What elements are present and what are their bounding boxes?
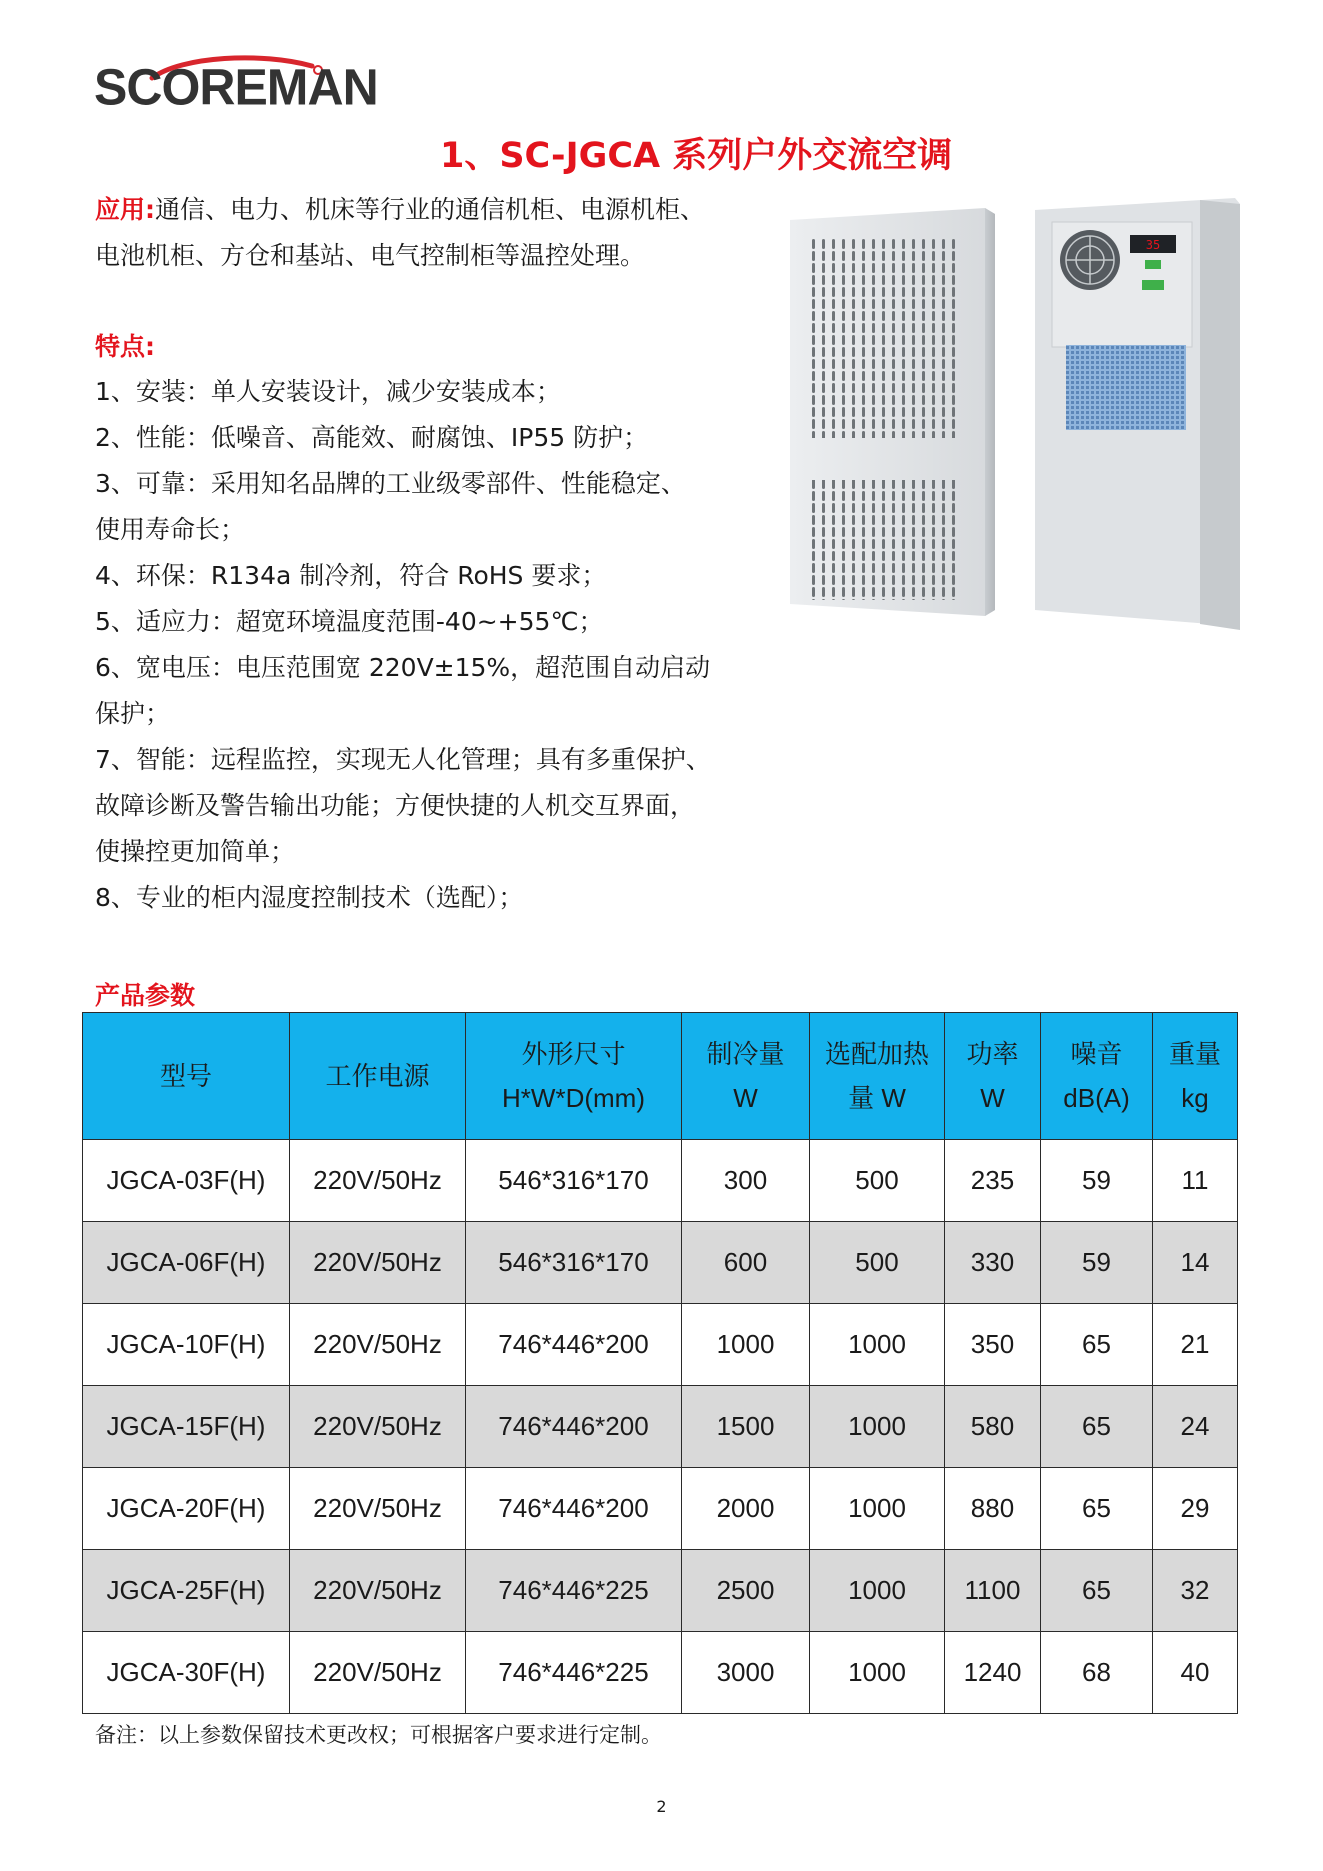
table-cell: JGCA-10F(H) <box>83 1304 290 1386</box>
controller-display: 35 <box>1145 238 1161 252</box>
table-cell: 350 <box>945 1304 1041 1386</box>
table-cell: 68 <box>1041 1632 1153 1714</box>
table-cell: 546*316*170 <box>466 1222 682 1304</box>
page-number: 2 <box>656 1797 667 1816</box>
feature-line: 5、适应力：超宽环境温度范围-40~+55℃； <box>95 607 604 636</box>
feature-line: 7、智能：远程监控，实现无人化管理；具有多重保护、 <box>95 745 711 774</box>
table-cell: JGCA-30F(H) <box>83 1632 290 1714</box>
application-line-1 <box>95 187 755 233</box>
table-cell: 1240 <box>945 1632 1041 1714</box>
features-heading: 特点: <box>95 332 155 361</box>
table-cell: 746*446*200 <box>466 1304 682 1386</box>
table-cell: 3000 <box>682 1632 810 1714</box>
table-cell: 546*316*170 <box>466 1140 682 1222</box>
table-cell: 1000 <box>810 1468 945 1550</box>
table-cell: 14 <box>1153 1222 1238 1304</box>
table-cell: 220V/50Hz <box>290 1550 466 1632</box>
col-header-power: 功率 W <box>945 1013 1041 1140</box>
table-cell: 746*446*225 <box>466 1632 682 1714</box>
params-table <box>82 1012 1238 1714</box>
table-cell: 32 <box>1153 1550 1238 1632</box>
table-cell: 220V/50Hz <box>290 1304 466 1386</box>
table-cell: 880 <box>945 1468 1041 1550</box>
table-cell: 220V/50Hz <box>290 1386 466 1468</box>
table-cell: 746*446*225 <box>466 1550 682 1632</box>
col-header-model: 型号 <box>83 1013 290 1140</box>
table-cell: JGCA-03F(H) <box>83 1140 290 1222</box>
table-note: 备注：以上参数保留技术更改权；可根据客户要求进行定制。 <box>95 1723 662 1747</box>
application-text-1: 通信、电力、机床等行业的通信机柜、电源机柜、 <box>155 195 706 224</box>
table-cell: JGCA-25F(H) <box>83 1550 290 1632</box>
logo-text: SCOREMAN <box>94 58 378 116</box>
table-cell: 21 <box>1153 1304 1238 1386</box>
application-label: 应用: <box>95 195 155 224</box>
params-heading: 产品参数 <box>95 981 196 1010</box>
feature-line: 故障诊断及警告输出功能；方便快捷的人机交互界面， <box>95 791 696 820</box>
col-header-cooling: 制冷量 W <box>682 1013 810 1140</box>
product-photo <box>780 190 1250 630</box>
table-cell: 500 <box>810 1140 945 1222</box>
table-cell: 65 <box>1041 1386 1153 1468</box>
page-title: 1、SC-JGCA 系列户外交流空调 <box>440 136 953 176</box>
col-header-heating: 选配加热 量 W <box>810 1013 945 1140</box>
application-line-2: 电池机柜、方仓和基站、电气控制柜等温控处理。 <box>95 241 646 270</box>
table-cell: 500 <box>810 1222 945 1304</box>
table-row <box>83 1386 1238 1468</box>
feature-line: 使操控更加简单； <box>95 837 296 866</box>
unit-front-view <box>790 208 995 616</box>
table-row <box>83 1140 1238 1222</box>
table-cell: 29 <box>1153 1468 1238 1550</box>
feature-line: 6、宽电压：电压范围宽 220V±15%，超范围自动启动 <box>95 653 711 682</box>
feature-line: 2、性能：低噪音、高能效、耐腐蚀、IP55 防护； <box>95 423 649 452</box>
table-cell: 1000 <box>810 1386 945 1468</box>
table-cell: 220V/50Hz <box>290 1222 466 1304</box>
table-cell: 65 <box>1041 1468 1153 1550</box>
table-cell: 1500 <box>682 1386 810 1468</box>
feature-line: 1、安装：单人安装设计，减少安装成本； <box>95 377 561 406</box>
table-cell: 2500 <box>682 1550 810 1632</box>
table-cell: 1000 <box>810 1304 945 1386</box>
table-row <box>83 1468 1238 1550</box>
table-cell: 1000 <box>682 1304 810 1386</box>
feature-line: 8、专业的柜内湿度控制技术（选配）； <box>95 883 524 912</box>
col-header-noise: 噪音 dB(A) <box>1041 1013 1153 1140</box>
table-cell: JGCA-06F(H) <box>83 1222 290 1304</box>
table-row <box>83 1550 1238 1632</box>
table-cell: 59 <box>1041 1140 1153 1222</box>
table-cell: 220V/50Hz <box>290 1632 466 1714</box>
col-header-dimensions: 外形尺寸 H*W*D(mm) <box>466 1013 682 1140</box>
table-header-row <box>83 1013 1238 1140</box>
table-cell: JGCA-20F(H) <box>83 1468 290 1550</box>
table-cell: 746*446*200 <box>466 1386 682 1468</box>
table-cell: 220V/50Hz <box>290 1468 466 1550</box>
col-header-power-supply: 工作电源 <box>290 1013 466 1140</box>
table-cell: 11 <box>1153 1140 1238 1222</box>
table-cell: 1000 <box>810 1632 945 1714</box>
feature-line: 使用寿命长； <box>95 515 246 544</box>
feature-line: 4、环保：R134a 制冷剂，符合 RoHS 要求； <box>95 561 607 590</box>
table-cell: 580 <box>945 1386 1041 1468</box>
unit-rear-view <box>1035 198 1240 630</box>
table-cell: JGCA-15F(H) <box>83 1386 290 1468</box>
table-row <box>83 1222 1238 1304</box>
feature-line: 保护； <box>95 699 171 728</box>
table-cell: 1000 <box>810 1550 945 1632</box>
col-header-weight: 重量 kg <box>1153 1013 1238 1140</box>
table-row <box>83 1632 1238 1714</box>
table-cell: 746*446*200 <box>466 1468 682 1550</box>
table-cell: 330 <box>945 1222 1041 1304</box>
feature-line: 3、可靠：采用知名品牌的工业级零部件、性能稳定、 <box>95 469 686 498</box>
table-cell: 2000 <box>682 1468 810 1550</box>
table-cell: 65 <box>1041 1550 1153 1632</box>
table-cell: 235 <box>945 1140 1041 1222</box>
table-cell: 65 <box>1041 1304 1153 1386</box>
table-cell: 1100 <box>945 1550 1041 1632</box>
table-cell: 40 <box>1153 1632 1238 1714</box>
table-cell: 300 <box>682 1140 810 1222</box>
table-cell: 600 <box>682 1222 810 1304</box>
table-row <box>83 1304 1238 1386</box>
table-cell: 59 <box>1041 1222 1153 1304</box>
table-cell: 220V/50Hz <box>290 1140 466 1222</box>
table-cell: 24 <box>1153 1386 1238 1468</box>
brand-logo <box>94 58 378 122</box>
